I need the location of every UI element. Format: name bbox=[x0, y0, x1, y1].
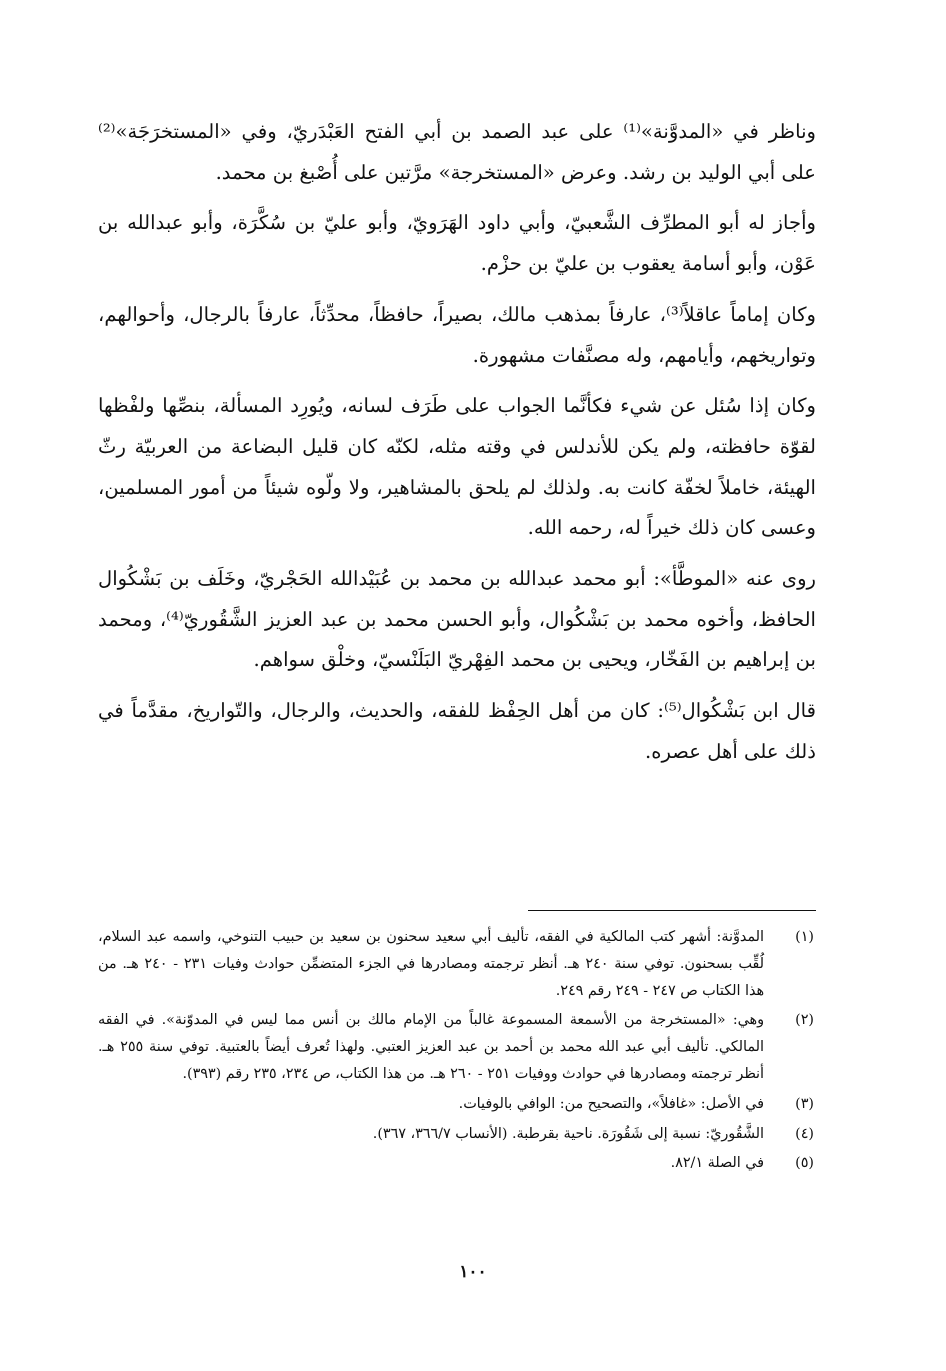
footnote-5 bbox=[98, 1150, 816, 1177]
footnote-number: (٣) bbox=[795, 1095, 814, 1112]
footnote-1 bbox=[98, 924, 816, 1004]
footnote-text: المدوَّنة: أشهر كتب المالكية في الفقه، تأليف أبي سعيد سحنون بن سعيد بن حبيب التنوخي، واسمه عبد السلام، لُقِّب بسحنون. توفي سنة ٢٤٠ هـ. أنظر ترجمته ومصادرها في الجزء المتضمِّن حوادث وفيات ٢٣١ - ٢٤٠ هـ. من هذا الكتاب ص ٢٤٧ - ٢٤٩ رقم ٢٤٩. bbox=[98, 929, 765, 999]
footnote-text: في الصلة ٨٢/١. bbox=[670, 1155, 764, 1172]
footnote-number: (١) bbox=[795, 929, 814, 945]
footnote-4 bbox=[98, 1121, 816, 1148]
footnote-text: في الأصل: «غافلاً»، والتصحيح من: الوافي بالوفيات. bbox=[458, 1095, 764, 1112]
footnote-2 bbox=[98, 1007, 816, 1087]
footnotes bbox=[98, 924, 816, 1180]
page-number: ١٠٠ bbox=[459, 1262, 487, 1282]
footnote-text: وهي: «المستخرجة من الأسمعة المسموعة غالباً من الإمام مالك بن أنس مما ليس في المدوّنة». في الفقه المالكي. تأليف أبي عبد الله محمد بن أحمد بن عبد العزيز العتبي. ولهذا تُعرف أيضاً بالعتبية. توفي سنة ٢٥٥ هـ. أنظر ترجمته ومصادرها في حوادث ووفيات ٢٥١ - ٢٦٠ هـ. من هذا الكتاب، ص ٢٣٤، ٢٣٥ رقم (٣٩٣). bbox=[98, 1012, 764, 1082]
footnote-text: الشَّقُوريّ: نسبة إلى شَقُورَة. ناحية بقرطبة. (الأنساب ٣٦٦/٧، ٣٦٧). bbox=[372, 1125, 764, 1142]
paragraph-2: وأجاز له أبو المطرِّف الشَّعبيّ، وأبي داود الهَرَويّ، وأبو عليّ بن سُكَّرَة، وأبو عبدالله بن عَوْن، وأبو أسامة يعقوب بن عليّ بن حزْم. bbox=[98, 211, 816, 276]
footnote-separator bbox=[528, 910, 816, 911]
footnote-number: (٤) bbox=[795, 1125, 814, 1142]
paragraph-6: قال ابن بَشْكُوال⁽⁵⁾: كان من أهل الحِفْظ للفقه، والحديث، والرجال، والتّواريخ، مقدَّماً في ذلك على أهل عصره. bbox=[98, 699, 816, 763]
paragraph-3: وكان إماماً عاقلاً⁽³⁾، عارفاً بمذهب مالك، بصيراً، حافظاً، محدِّثاً، عارفاً بالرجال، وأحوالهم، وتواريخهم، وأيامهم، وله مصنَّفات مشهورة. bbox=[98, 302, 816, 367]
footnote-3 bbox=[98, 1091, 816, 1118]
paragraph-1: وناظر في «المدوَّنة»⁽¹⁾ على عبد الصمد بن أبي الفتح العَبْدَريّ، وفي «المستخرَجَة»⁽²⁾ على أبي الوليد بن رشد. وعرض «المستخرجة» مرَّتين على أُصْبغ بن محمد. bbox=[98, 120, 817, 184]
main-text bbox=[98, 112, 816, 783]
footnote-number: (٥) bbox=[795, 1155, 814, 1172]
footnote-number: (٢) bbox=[795, 1012, 814, 1029]
paragraph-4: وكان إذا سُئل عن شيء فكأنَّما الجواب على طَرَف لسانه، ويُورِد المسألة، بنصِّها ولفْظها لقوّة حافظته، ولم يكن للأندلس في وقته مثله، لكنّه كان قليل البضاعة من العربيّة رثّ الهيئة، خاملاً لخفّة كانت به. ولذلك لم يلحق بالمشاهير، ولا ولّوه شيئاً من أمور المسلمين، وعسى كان ذلك خيراً له، رحمه الله. bbox=[98, 394, 816, 540]
paragraph-5: روى عنه «الموطَّأ»: أبو محمد عبدالله بن محمد بن عُبَيْدالله الحَجْريّ، وخَلَف بن بَشْكُوال الحافظ، وأخوه محمد بن بَشْكُوال، وأبو الحسن محمد بن عبد العزيز الشَّقُوريّ⁽⁴⁾، ومحمد بن إبراهيم بن الفَخّار، ويحيى بن محمد الفِهْريّ البَلَنْسيّ، وخلْق سواهم. bbox=[98, 567, 816, 672]
